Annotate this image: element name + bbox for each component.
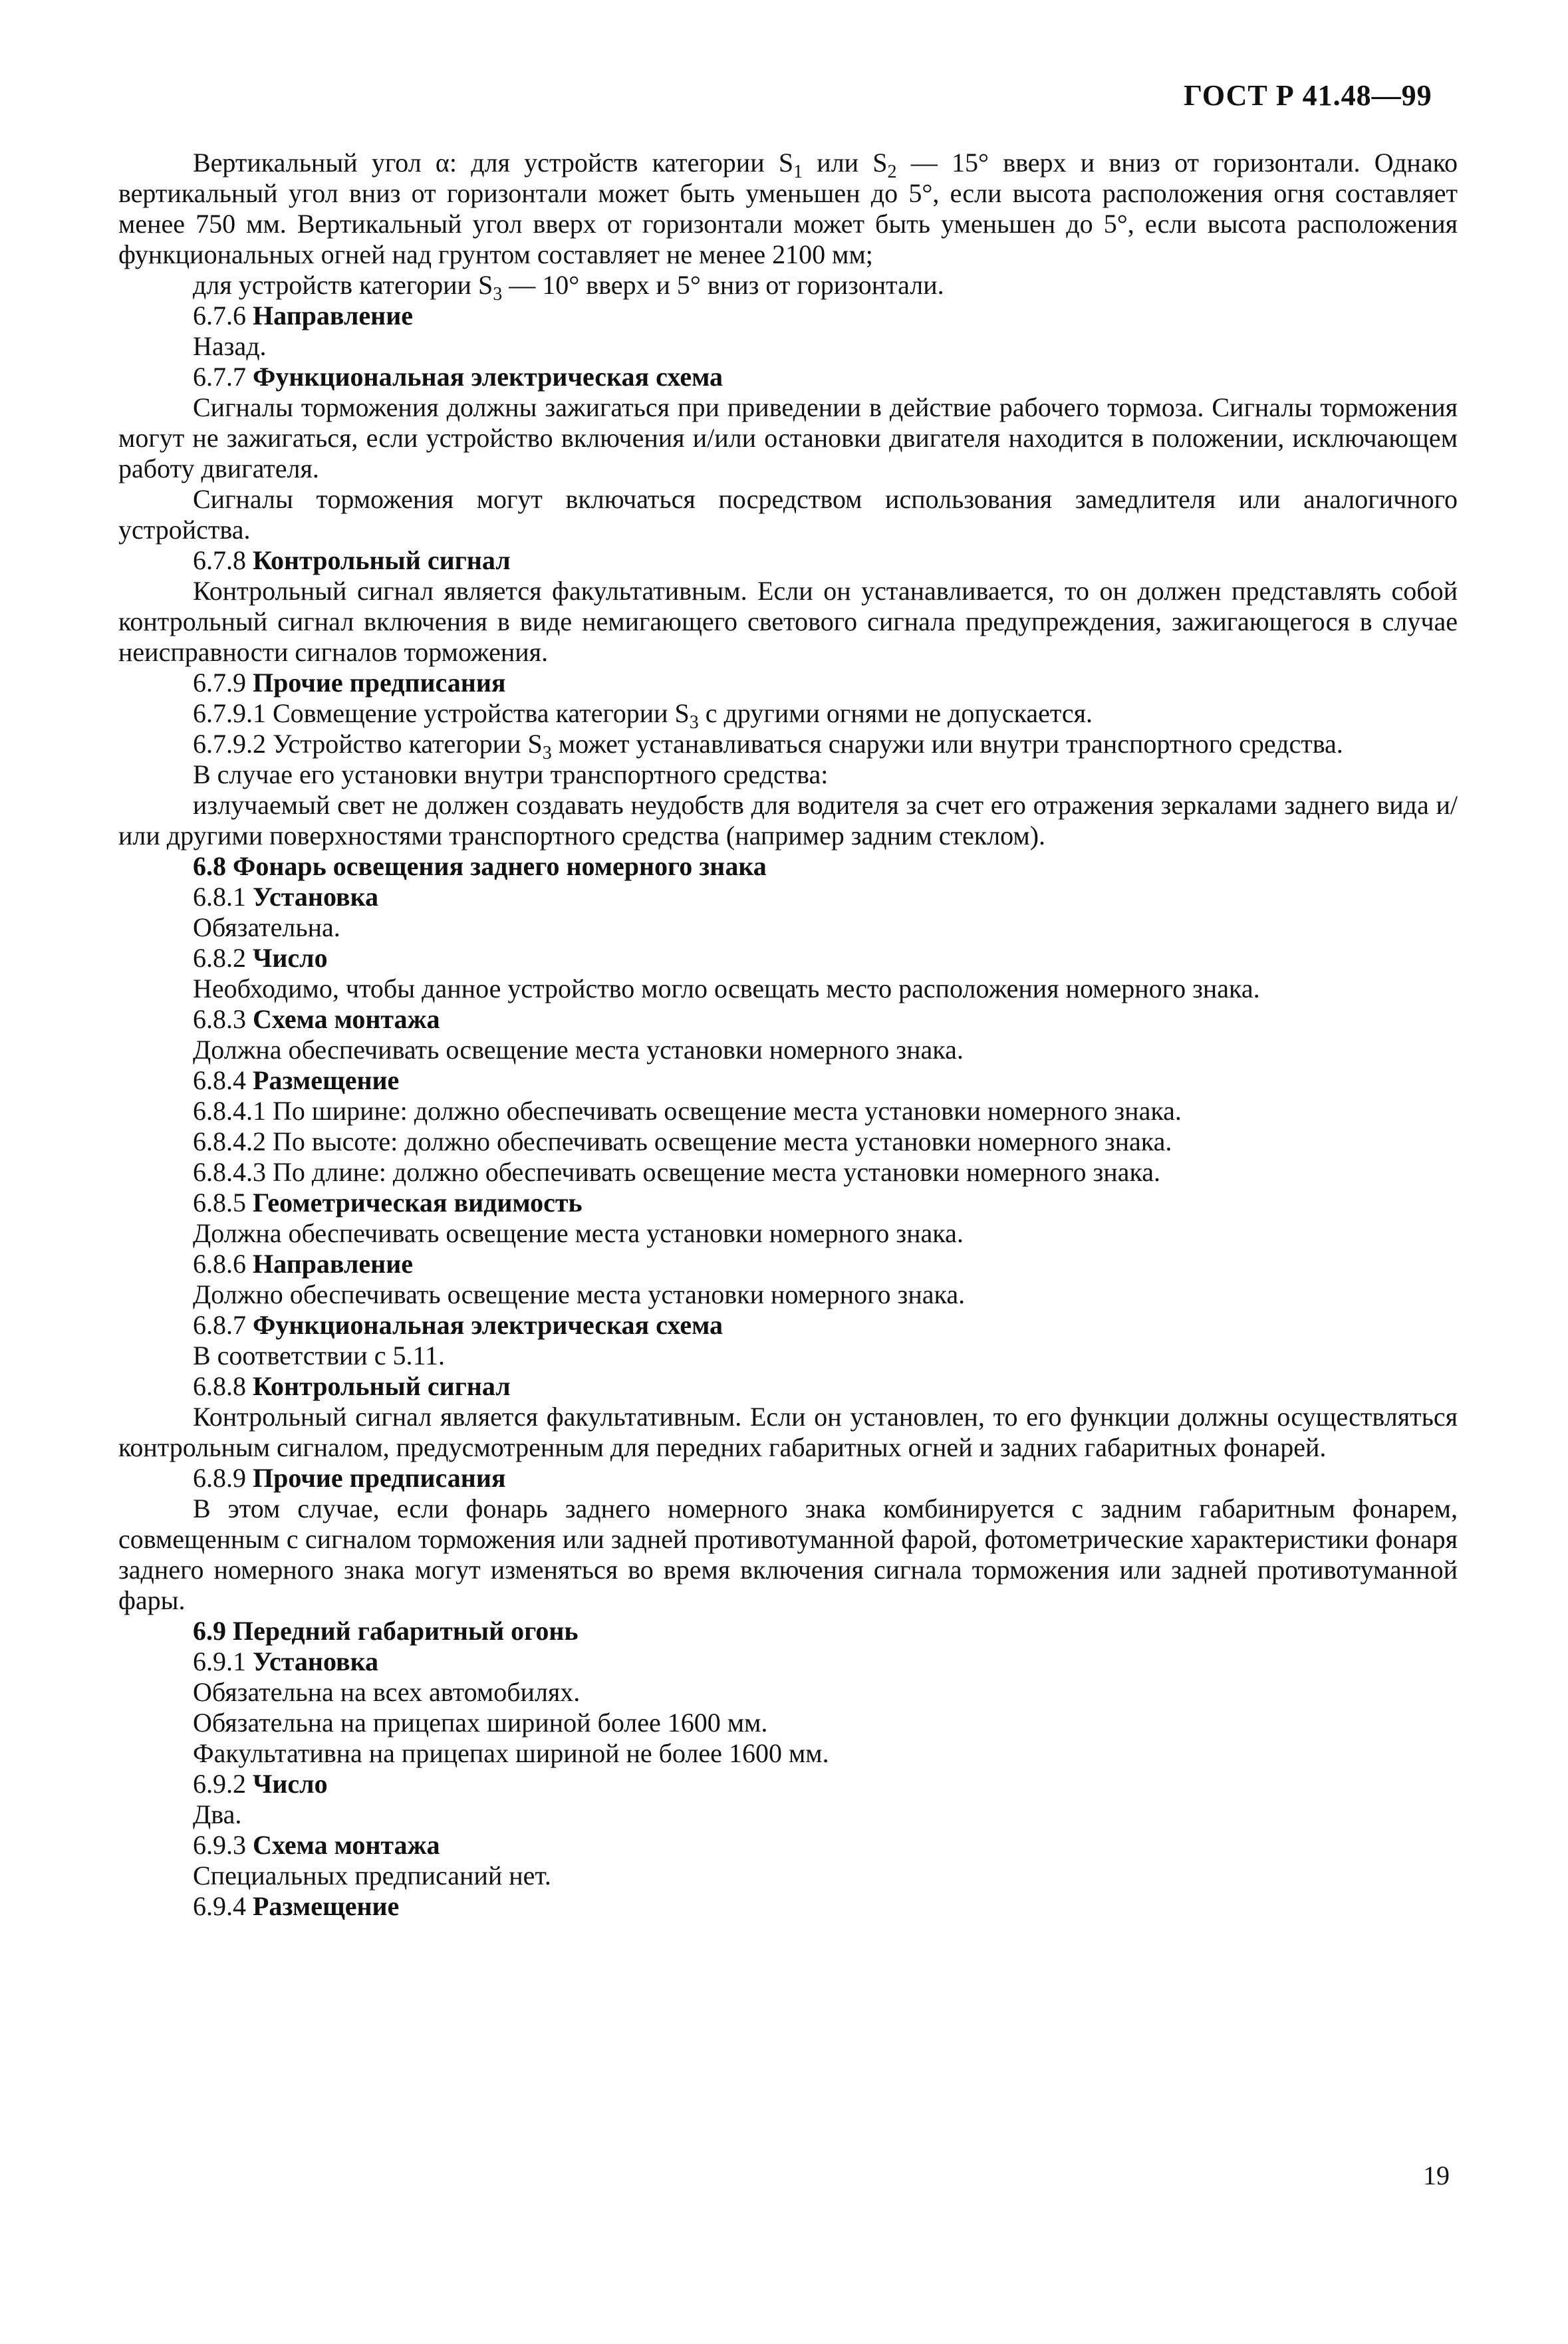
heading-6-8-9 <box>118 1463 1458 1494</box>
section-title: Прочие предписания <box>253 668 506 698</box>
paragraph: излучаемый свет не должен создавать неудобств для водителя за счет его отражения зеркалами заднего вида и/или другими поверхностями транспортного средства (например задним стеклом). <box>118 790 1458 850</box>
paragraph: Обязательна на всех автомобилях. <box>193 1677 581 1707</box>
section-title: Геометрическая видимость <box>253 1188 583 1218</box>
heading-6-9-4 <box>118 1891 1458 1922</box>
section-title: Установка <box>253 882 379 912</box>
subscript: 3 <box>493 284 503 305</box>
section-title: Число <box>253 1769 328 1799</box>
heading-6-9-3 <box>118 1830 1458 1861</box>
heading-6-7-7 <box>118 362 1458 392</box>
section-title: Размещение <box>253 1065 400 1095</box>
text-run: 6.7.9.1 Совмещение устройства категории S <box>193 698 690 728</box>
heading-6-8-5 <box>118 1188 1458 1218</box>
section-title: Размещение <box>253 1891 400 1921</box>
paragraph: 6.8.4.2 По высоте: должно обеспечивать освещение места установки номерного знака. <box>193 1126 1172 1156</box>
subscript: 2 <box>887 162 897 182</box>
paragraph: Факультативна на прицепах шириной не более 1600 мм. <box>193 1738 829 1768</box>
heading-6-7-6 <box>118 301 1458 331</box>
text-run: Вертикальный угол α: для устройств категории S <box>193 148 794 178</box>
paragraph-vertical-angle <box>118 148 1458 270</box>
paragraph-6-7-9-1 <box>118 698 1458 733</box>
paragraph: В соответствии с 5.11. <box>193 1341 445 1370</box>
section-title: Схема монтажа <box>253 1830 440 1860</box>
subscript: 3 <box>689 712 699 733</box>
section-title: Схема монтажа <box>253 1004 440 1034</box>
paragraph: Должна обеспечивать освещение места установки номерного знака. <box>193 1218 964 1248</box>
text-run: 6.7.9.2 Устройство категории S <box>193 729 543 759</box>
page-number: 19 <box>1423 2160 1450 2190</box>
text-run: может устанавливаться снаружи или внутри транспортного средства. <box>551 729 1343 759</box>
paragraph: Сигналы торможения могут включаться посредством использования замедлителя или аналогичного устройства. <box>118 484 1458 545</box>
paragraph: Должно обеспечивать освещение места установки номерного знака. <box>193 1279 966 1309</box>
text-run: — 15° вверх и вниз от горизонтали. Однако вертикальный угол вниз от горизонтали может быть уменьшен до 5°, если высота расположения огня составляет менее 750 мм. Вертикальный угол вверх от горизонтали может быть уменьшен до 5°, если высота расположения функциональных огней над грунтом составляет не менее 2100 мм; <box>118 148 1458 269</box>
section-number: 6.8.9 <box>193 1463 253 1493</box>
paragraph: Контрольный сигнал является факультативным. Если он устанавливается, то он должен представлять собой контрольный сигнал включения в виде немигающего светового сигнала предупреждения, зажигающегося в случае неисправности сигналов торможения. <box>118 576 1458 667</box>
paragraph-6-7-9-2 <box>118 729 1458 763</box>
section-number: 6.8.6 <box>193 1249 253 1279</box>
paragraph: Обязательна на прицепах шириной более 1600 мм. <box>193 1708 768 1738</box>
section-number: 6.7.7 <box>193 362 253 392</box>
heading-6-9-1 <box>118 1646 1458 1677</box>
heading-6-8-4 <box>118 1065 1458 1096</box>
document-code-header: ГОСТ Р 41.48—99 <box>1184 79 1432 112</box>
section-title: Число <box>253 943 328 973</box>
section-number: 6.8.2 <box>193 943 253 973</box>
section-number: 6.7.6 <box>193 301 253 330</box>
paragraph: 6.8.4.3 По длине: должно обеспечивать освещение места установки номерного знака. <box>193 1157 1161 1187</box>
section-number: 6.8.1 <box>193 882 253 912</box>
subscript: 1 <box>793 162 803 182</box>
paragraph: Сигналы торможения должны зажигаться при приведении в действие рабочего тормоза. Сигналы торможения могут не зажигаться, если устройство включения и/или остановки двигателя находится в положении, исключающем работу двигателя. <box>118 392 1458 483</box>
page-content <box>118 148 1458 1922</box>
paragraph-category-s3-angle <box>118 270 1458 305</box>
section-title: Установка <box>253 1646 379 1676</box>
heading-6-9-2 <box>118 1769 1458 1799</box>
section-number: 6.8.7 <box>193 1310 253 1340</box>
section-title: Контрольный сигнал <box>253 1371 511 1401</box>
heading-6-8-6 <box>118 1249 1458 1279</box>
paragraph: В этом случае, если фонарь заднего номерного знака комбинируется с задним габаритным фонарем, совмещенным с сигналом торможения или задней противотуманной фарой, фотометрические характеристики фонаря заднего номерного знака могут изменяться во время включения сигнала торможения или задней противотуманной фары. <box>118 1494 1458 1615</box>
section-title: Функциональная электрическая схема <box>253 1310 723 1340</box>
section-number: 6.9.3 <box>193 1830 253 1860</box>
heading-6-8: 6.8 Фонарь освещения заднего номерного знака <box>193 851 767 881</box>
section-number: 6.8.4 <box>193 1065 253 1095</box>
paragraph: Обязательна. <box>193 912 340 942</box>
section-number: 6.9.2 <box>193 1769 253 1799</box>
text-run: — 10° вверх и 5° вниз от горизонтали. <box>502 270 944 300</box>
paragraph: Два. <box>193 1799 242 1829</box>
paragraph: Необходимо, чтобы данное устройство могло освещать место расположения номерного знака. <box>193 974 1260 1003</box>
section-title: Функциональная электрическая схема <box>253 362 723 392</box>
subscript: 3 <box>542 743 552 763</box>
heading-6-8-2 <box>118 943 1458 974</box>
heading-6-9: 6.9 Передний габаритный огонь <box>193 1616 579 1646</box>
section-title: Направление <box>253 1249 413 1279</box>
section-title: Направление <box>253 301 413 330</box>
heading-6-8-8 <box>118 1371 1458 1402</box>
paragraph: В случае его установки внутри транспортного средства: <box>193 759 829 789</box>
section-number: 6.7.9 <box>193 668 253 698</box>
heading-6-7-9 <box>118 668 1458 698</box>
paragraph: Контрольный сигнал является факультативным. Если он установлен, то его функции должны осуществляться контрольным сигналом, предусмотренным для передних габаритных огней и задних габаритных фонарей. <box>118 1402 1458 1462</box>
heading-6-7-8 <box>118 545 1458 576</box>
section-number: 6.9.4 <box>193 1891 253 1921</box>
paragraph: 6.8.4.1 По ширине: должно обеспечивать освещение места установки номерного знака. <box>193 1096 1182 1126</box>
heading-6-8-1 <box>118 882 1458 912</box>
section-number: 6.7.8 <box>193 545 253 575</box>
section-number: 6.8.3 <box>193 1004 253 1034</box>
section-number: 6.9.1 <box>193 1646 253 1676</box>
paragraph: Должна обеспечивать освещение места установки номерного знака. <box>193 1035 964 1065</box>
section-title: Контрольный сигнал <box>253 545 511 575</box>
text-run: для устройств категории S <box>193 270 493 300</box>
section-title: Прочие предписания <box>253 1463 506 1493</box>
text-run: с другими огнями не допускается. <box>698 698 1093 728</box>
text-run: или S <box>803 148 888 178</box>
heading-6-8-7 <box>118 1310 1458 1341</box>
heading-6-8-3 <box>118 1004 1458 1035</box>
paragraph: Назад. <box>193 331 267 361</box>
paragraph: Специальных предписаний нет. <box>193 1861 551 1890</box>
section-number: 6.8.5 <box>193 1188 253 1218</box>
section-number: 6.8.8 <box>193 1371 253 1401</box>
